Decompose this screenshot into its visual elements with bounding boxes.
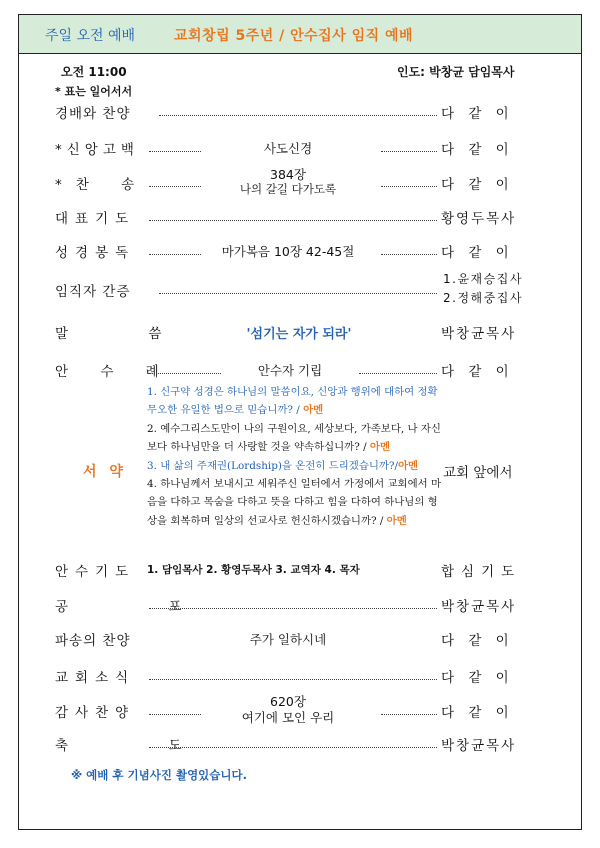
order-right-sending-song: 다 같 이: [441, 633, 509, 649]
order-right-thanks-song: 다 같 이: [441, 705, 509, 721]
leader-dots: [149, 186, 201, 187]
leader-dots: [359, 373, 437, 374]
order-label-ordination: 안 수 례: [55, 364, 173, 380]
title-banner: [19, 15, 581, 54]
order-right-proclamation: 박창균목사: [441, 599, 517, 615]
order-right-ordination: 다 같 이: [441, 364, 509, 380]
order-label-hymn: *찬 송: [55, 177, 149, 193]
vow-item-2: 2. 예수그리스도만이 나의 구원이요, 세상보다, 가족보다, 나 자신보다 하나님만을 더 사랑할 것을 약속하십니까? / 아멘: [147, 422, 441, 454]
service-time: 오전 11:00: [61, 65, 127, 79]
vow-item-4: 4. 하나님께서 보내시고 세워주신 일터에서 가정에서 교회에서 마음을 다하고 목숨을 다하고 뜻을 다하고 힘을 다하여 하나님의 형상을 회복하며 일상의 선교사로 헌신하시겠습니까? / 아멘: [147, 478, 442, 527]
vow-item-3: 3. 내 삶의 주재권(Lordship)을 온전히 드리겠습니까?/아멘: [147, 459, 419, 472]
order-middle-hymn-title: 나의 갈길 다가도록: [239, 182, 337, 196]
leader-dots: [149, 747, 437, 748]
leader-dots: [149, 254, 201, 255]
leader-dots: [381, 151, 437, 152]
order-right-creed: 다 같 이: [441, 142, 509, 158]
order-middle-thanks-number: 620장: [270, 694, 306, 709]
leader-dots: [149, 373, 221, 374]
service-leader: 인도: 박창균 담임목사: [397, 65, 515, 79]
leader-dots: [381, 186, 437, 187]
order-middle-ordination-prayer: 1. 담임목사 2. 황영두목사 3. 교역자 4. 목자: [147, 564, 360, 576]
order-middle-creed: 사도신경: [263, 141, 313, 156]
leader-dots: [149, 220, 437, 221]
order-label-proclamation: 공 포: [55, 599, 230, 615]
order-label-scripture: 성경봉독: [55, 245, 136, 261]
order-label-vow: 서 약: [83, 464, 127, 480]
leader-dots: [381, 714, 437, 715]
order-label-sermon: 말 씀: [55, 326, 200, 342]
order-middle-sending-song: 주가 일하시네: [249, 632, 327, 647]
order-label-ordination-prayer: 안수기도: [55, 564, 136, 580]
leader-dots: [149, 608, 437, 609]
leader-dots: [149, 714, 201, 715]
order-label-worship: 경배와 찬양: [55, 106, 131, 122]
order-right-ordination-prayer: 합심기도: [441, 564, 522, 580]
standing-note: * 표는 일어서서: [55, 85, 133, 98]
order-right-hymn: 다 같 이: [441, 177, 509, 193]
order-middle-hymn-number: 384장: [270, 167, 306, 182]
leader-dots: [149, 151, 201, 152]
vow-item-1: 1. 신구약 성경은 하나님의 말씀이요, 신앙과 행위에 대하여 정확 무오한 유일한 법으로 믿습니까? / 아멘: [147, 386, 438, 417]
order-label-news: 교회소식: [55, 670, 136, 686]
order-right-scripture: 다 같 이: [441, 245, 509, 261]
order-right-testimony-2: 2.정해중집사: [443, 291, 523, 305]
leader-dots: [381, 254, 437, 255]
order-right-vow: 교회 앞에서: [443, 465, 513, 481]
order-label-sending-song: 파송의 찬양: [55, 633, 131, 649]
leader-dots: [159, 115, 437, 116]
bulletin-page: [18, 14, 582, 830]
order-right-worship: 다 같 이: [441, 106, 509, 122]
leader-dots: [149, 679, 437, 680]
amen-4: 아멘: [386, 514, 407, 527]
order-label-creed: *신앙고백: [55, 142, 139, 158]
service-subtitle: 교회창립 5주년 / 안수집사 임직 예배: [174, 28, 414, 44]
amen-2: 아멘: [369, 441, 390, 454]
order-right-testimony-1: 1.윤재승집사: [443, 272, 523, 286]
amen-1: 아멘: [303, 404, 324, 417]
order-label-benediction: 축 도: [55, 738, 230, 754]
sermon-title: '섬기는 자가 되라': [246, 327, 352, 342]
order-label-thanks-song: 감사찬양: [55, 705, 136, 721]
order-middle-thanks-title: 여기에 모인 우리: [241, 710, 335, 725]
order-right-sermon: 박창균목사: [441, 326, 517, 342]
photo-notice: ※ 예배 후 기념사진 촬영있습니다.: [71, 768, 247, 782]
order-right-prayer: 황영두목사: [441, 211, 517, 227]
vow-text: [147, 383, 445, 530]
order-middle-ordination: 안수자 기립: [257, 363, 323, 378]
order-right-news: 다 같 이: [441, 670, 509, 686]
order-label-testimony: 임직자 간증: [55, 284, 131, 300]
amen-3: 아멘: [397, 459, 419, 472]
service-name: 주일 오전 예배: [45, 28, 136, 44]
order-label-prayer: 대표기도: [55, 211, 136, 227]
order-right-benediction: 박창균목사: [441, 738, 517, 754]
order-middle-scripture: 마가복음 10장 42-45절: [221, 244, 355, 259]
leader-dots: [159, 293, 437, 294]
